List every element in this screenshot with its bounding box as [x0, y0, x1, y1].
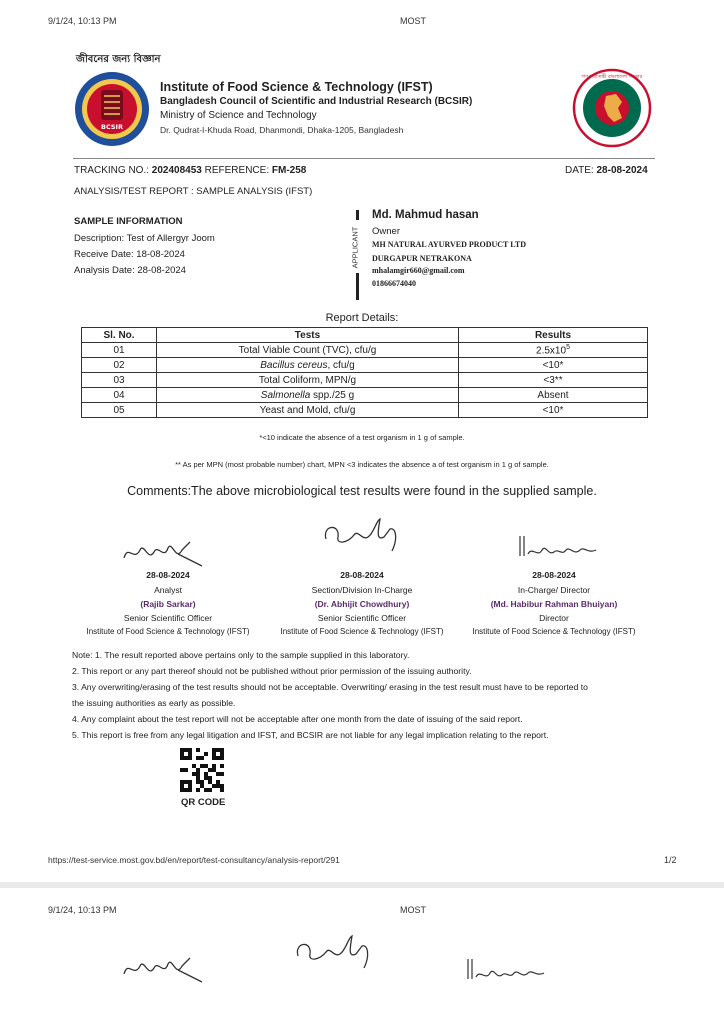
qr-code[interactable] [180, 748, 224, 792]
table-row: 03 Total Coliform, MPN/g <3** [82, 373, 648, 388]
note-item: the issuing authorities as early as possible. [72, 698, 236, 708]
bangla-motto: জীবনের জন্য বিজ্ঞান [76, 54, 161, 65]
sample-receive-date: Receive Date: 18-08-2024 [74, 249, 185, 260]
note-item: 5. This report is free from any legal litigation and IFST, and BCSIR are not liable for any legal implication relating to the report. [72, 730, 549, 740]
institute-address: Dr. Qudrat-I-Khuda Road, Dhanmondi, Dhaka-1205, Bangladesh [160, 125, 404, 135]
applicant-location: DURGAPUR NETRAKONA [372, 254, 472, 263]
note-item: 2. This report or any part thereof should not be published without prior permission of the issuing authority. [72, 666, 472, 676]
council-name: Bangladesh Council of Scientific and Industrial Research (BCSIR) [160, 96, 473, 107]
table-row: 04 Salmonella spp./25 g Absent [82, 388, 648, 403]
note-item: 3. Any overwriting/erasing of the test results should not be acceptable. Overwriting/ erasing in the test result must have to be reported to [72, 682, 588, 692]
signatory-section-in-charge: 28-08-2024 Section/Division In-Charge (Dr. Abhijit Chowdhury) Senior Scientific Officer Institute of Food Science & Technology (IFST) [280, 570, 444, 636]
page-separator [0, 882, 724, 888]
applicant-name: Md. Mahmud hasan [372, 209, 479, 221]
signatory-director: 28-08-2024 In-Charge/ Director (Md. Habibur Rahman Bhuiyan) Director Institute of Food Science & Technology (IFST) [472, 570, 636, 636]
page-number: 1/2 [664, 855, 677, 865]
print-site: MOST [400, 16, 426, 26]
tracking-reference-line: TRACKING NO.: 202408453 REFERENCE: FM-258 [74, 165, 307, 176]
results-table [81, 327, 648, 418]
comments: Comments:The above microbiological test results were found in the supplied sample. [127, 484, 597, 498]
tracking-number: 202408453 [151, 165, 202, 176]
footer-url[interactable]: https://test-service.most.gov.bd/en/report/test-consultancy/analysis-report/291 [48, 855, 340, 865]
print-datetime: 9/1/24, 10:13 PM [48, 16, 117, 26]
column-header-sl: Sl. No. [82, 328, 157, 343]
director-signature [514, 532, 604, 567]
bcsir-logo-text: BCSIR [101, 123, 123, 131]
applicant-label-block [349, 210, 363, 300]
report-date: DATE: 28-08-2024 [565, 165, 648, 176]
footnote-1: *<10 indicate the absence of a test organism in 1 g of sample. [259, 433, 465, 442]
table-row: 02 Bacillus cereus, cfu/g <10* [82, 358, 648, 373]
applicant-email: mhalamgir660@gmail.com [372, 266, 465, 275]
sample-analysis-date: Analysis Date: 28-08-2024 [74, 265, 186, 276]
page2-director-signature [462, 955, 552, 990]
report-type: ANALYSIS/TEST REPORT : SAMPLE ANALYSIS (IFST) [74, 186, 313, 197]
page2-in-charge-signature [290, 932, 390, 977]
reference-number: FM-258 [271, 165, 307, 176]
government-seal-logo [572, 68, 652, 148]
bcsir-logo [73, 70, 151, 148]
page2-analyst-signature [118, 948, 208, 993]
footnote-2: ** As per MPN (most probable number) chart, MPN <3 indicates the absence a of test organism in 1 g of sample. [175, 460, 549, 469]
column-header-results: Results [459, 328, 648, 343]
sample-description: Description: Test of Allergyr Joom [74, 233, 215, 244]
signatory-analyst: 28-08-2024 Analyst (Rajib Sarkar) Senior Scientific Officer Institute of Food Science & Technology (IFST) [86, 570, 250, 636]
institute-name: Institute of Food Science & Technology (IFST) [160, 80, 433, 94]
column-header-tests: Tests [157, 328, 459, 343]
applicant-label: APPLICANT [350, 226, 360, 269]
applicant-phone: 01866674040 [372, 279, 416, 288]
sample-info-heading: SAMPLE INFORMATION [74, 216, 183, 227]
table-row: 01 Total Viable Count (TVC), cfu/g $2.5x10^5$ [82, 343, 648, 358]
page2-print-site: MOST [400, 905, 426, 915]
ministry-name: Ministry of Science and Technology [160, 110, 317, 121]
seal-text: গণপ্রজাতন্ত্রী বাংলাদেশ সরকার [581, 74, 643, 80]
applicant-role: Owner [372, 226, 400, 237]
applicant-company: MH NATURAL AYURVED PRODUCT LTD [372, 240, 526, 249]
table-row: 05 Yeast and Mold, cfu/g <10* [82, 403, 648, 418]
note-item: Note: 1. The result reported above pertains only to the sample supplied in this laboratory. [72, 650, 410, 660]
table-header-row [82, 328, 648, 343]
in-charge-signature [318, 515, 418, 560]
qr-code-label: QR CODE [181, 797, 226, 808]
report-details-title: Report Details: [325, 312, 399, 324]
notes-list [72, 647, 662, 743]
page2-print-datetime: 9/1/24, 10:13 PM [48, 905, 117, 915]
note-item: 4. Any complaint about the test report will not be acceptable after one month from the date of issuing of the said report. [72, 714, 523, 724]
